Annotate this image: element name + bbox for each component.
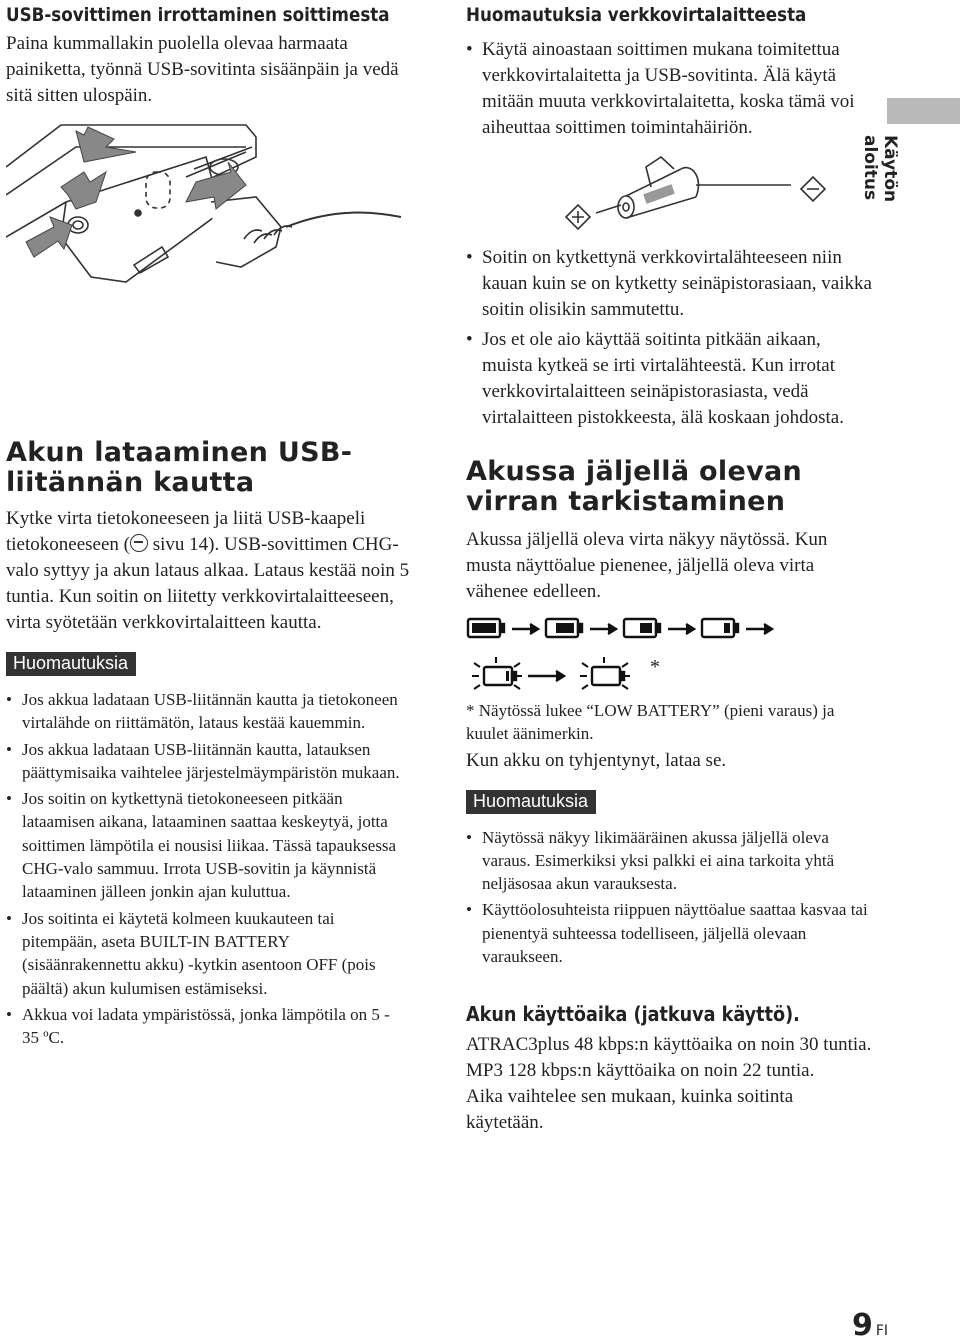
arrow-right-icon	[746, 624, 772, 634]
arrow-right-icon	[512, 624, 538, 634]
section-heading-battery-check	[466, 457, 886, 517]
list-item: • Jos akkua ladataan USB-liitännän kautta ja tietokoneen virtalähde on riittämätön, lataus kestää kauemmin.	[6, 688, 402, 735]
arrow-right-icon	[528, 671, 564, 681]
page-number-value: 9	[851, 1308, 873, 1343]
list-item: • Akkua voi ladata ympäristössä, jonka lämpötila on 5 - 35 ºC.	[6, 1003, 402, 1050]
usb-adapter-illustration	[6, 117, 406, 297]
heading-line-2: virran tarkistaminen	[466, 486, 786, 517]
notes-block-right	[466, 790, 886, 969]
list-item: • Jos soitin on kytkettynä tietokoneeseen pitkään lataamisen aikana, lataaminen saattaa keskeytyä, jotta soittimen lämpötila ei nousisi liikaa. Tässä tapauksessa CHG-valo sammuu. Irrota USB-sovitin ja käynnistä lataaminen jälleen jonkin ajan kuluttua.	[6, 787, 402, 903]
page-reference-icon	[130, 534, 148, 552]
section-heading-usb-removal: USB-sovittimen irrottaminen soittimesta	[6, 4, 390, 26]
heading-line-2: liitännän kautta	[6, 467, 255, 498]
section-heading-battery-life: Akun käyttöaika (jatkuva käyttö).	[466, 1002, 800, 1027]
battery-level-icon	[580, 657, 630, 689]
battery-check-text: Akussa jäljellä oleva virta näkyy näytössä. Kun musta näyttöalue pienenee, jäljellä oleva virta vähenee edelleen.	[466, 529, 828, 602]
battery-level-icon	[624, 619, 660, 637]
arrow-right-icon	[668, 624, 694, 634]
heading-line-1: Akussa jäljellä olevan	[466, 456, 803, 487]
section-heading-usb-charging	[6, 438, 416, 498]
usb-charging-text	[6, 506, 411, 636]
battery-level-sequence	[466, 617, 866, 695]
battery-level-icon	[702, 619, 738, 637]
battery-level-icon	[472, 657, 522, 689]
notes-list-right	[466, 826, 874, 969]
usb-removal-text: Paina kummallakin puolella olevaa harmaata painiketta, työnnä USB-sovitinta sisäänpäin ja vedä sitä sitten ulospäin.	[6, 33, 399, 106]
list-item: • Jos soitinta ei käytetä kolmeen kuukauteen tai pitempään, aseta BUILT-IN BATTERY (sisäänrakennettu akku) -kytkin asentoon OFF (pois päältä) akun kulumisen estämiseksi.	[6, 907, 402, 1000]
list-item: • Käytä ainoastaan soittimen mukana toimitettua verkkovirtalaitetta ja USB-sovitinta. Älä käytä mitään muuta verkkovirtalaitetta, koska tämä voi aiheuttaa soittimen toimintahäiriön.	[466, 37, 874, 141]
battery-life-text: ATRAC3plus 48 kbps:n käyttöaika on noin 30 tuntia. MP3 128 kbps:n käyttöaika on noin 22 tuntia.	[466, 1034, 872, 1082]
heading-line-1: Akun lataaminen USB-	[6, 437, 353, 468]
side-tab-marker	[887, 98, 960, 124]
ac-notes-list-1	[466, 37, 874, 141]
ac-notes-list-2	[466, 245, 874, 431]
list-item: • Käyttöolosuhteista riippuen näyttöalue saattaa kasvaa tai pienentyä suhteessa todelliseen, jäljellä olevaan varaukseen.	[466, 898, 874, 968]
list-item: • Näytössä näkyy likimääräinen akussa jäljellä oleva varaus. Esimerkiksi yksi palkki ei aina tarkoita yhtä neljäsosaa akun varauksesta.	[466, 826, 874, 896]
right-column	[466, 0, 886, 1136]
battery-footnote: * Näytössä lukee “LOW BATTERY” (pieni varaus) ja kuulet äänimerkin.	[466, 701, 835, 744]
notes-badge: Huomautuksia	[466, 790, 596, 814]
left-column	[6, 0, 416, 1049]
notes-block-left	[6, 652, 416, 1049]
usb-charging-text-part2: sivu 14). USB-sovittimen CHG-valo syttyy ja akun lataus alkaa. Lataus kestää noin 5 tuntia. Kun soitin on liitetty verkkovirtalaitteeseen, virta syötetään verkkovirtalaitteen kautta.	[6, 534, 410, 633]
page-number	[852, 1308, 888, 1343]
list-item: • Soitin on kytkettynä verkkovirtalähteeseen niin kauan kuin se on kytketty seinäpistorasiaan, vaikka soitin olisikin sammutettu.	[466, 245, 874, 323]
battery-life-note: Aika vaihtelee sen mukaan, kuinka soitinta käytetään.	[466, 1086, 794, 1134]
battery-empty-text: Kun akku on tyhjentynyt, lataa se.	[466, 749, 727, 771]
list-item: • Jos akkua ladataan USB-liitännän kautta, latauksen päättymisaika vaihtelee järjestelmäympäristön mukaan.	[6, 738, 402, 785]
notes-badge: Huomautuksia	[6, 652, 136, 676]
low-battery-asterisk: *	[650, 656, 660, 678]
battery-level-icon	[468, 619, 504, 637]
side-section-label: Käytön aloitus	[860, 135, 900, 203]
notes-list-left	[6, 688, 402, 1049]
battery-level-icon	[546, 619, 582, 637]
usb-charging-text-part1: Kytke virta tietokoneeseen ja liitä USB-kaapeli tietokoneeseen (	[6, 508, 366, 555]
page-language-code: FI	[875, 1323, 888, 1339]
dc-plug-polarity-diagram	[556, 147, 856, 237]
arrow-right-icon	[590, 624, 616, 634]
section-heading-ac-adapter: Huomautuksia verkkovirtalaitteesta	[466, 4, 807, 26]
list-item: • Jos et ole aio käyttää soitinta pitkään aikaan, muista kytkeä se irti virtalähteestä. Kun irrotat verkkovirtalaitteen seinäpistorasiasta, vedä virtalaitteen pistokkeesta, älä koskaan johdosta.	[466, 327, 874, 431]
